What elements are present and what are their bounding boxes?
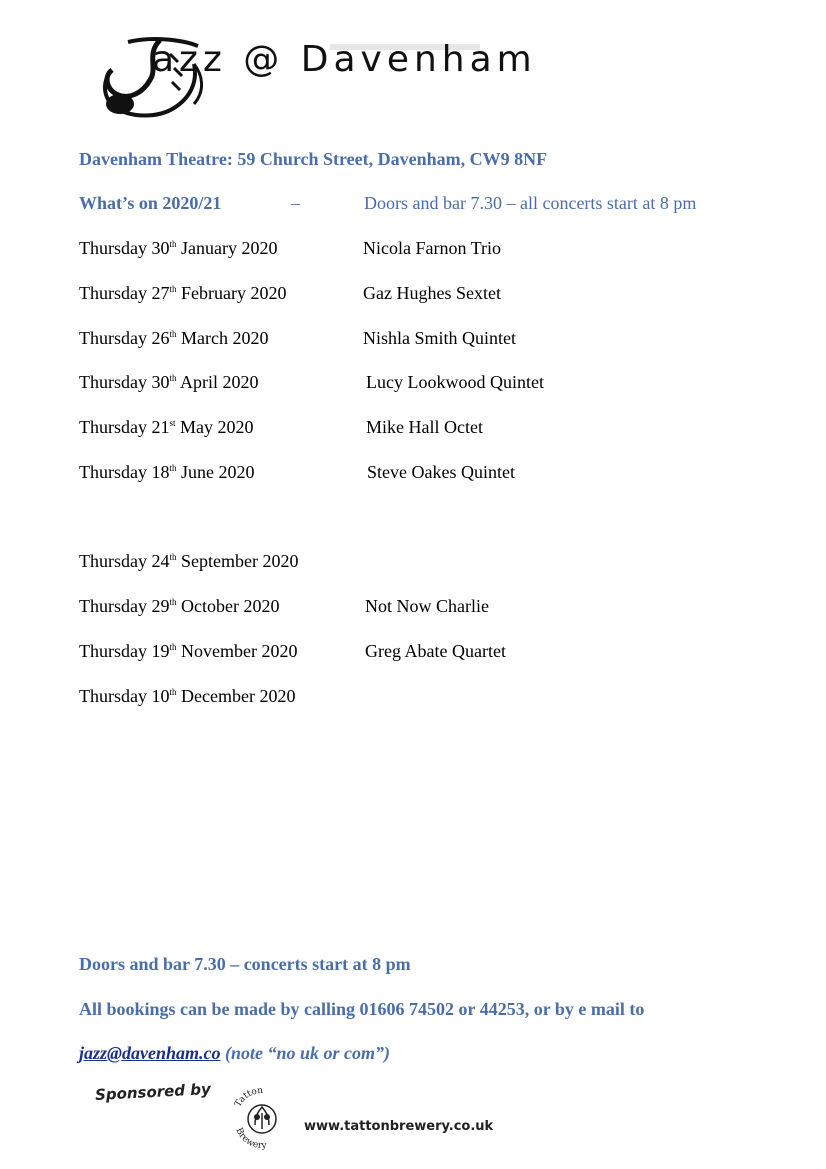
concert-artist: Mike Hall Octet [366,417,483,437]
sponsor-block [95,1079,495,1153]
sponsored-by-label: Sponsored by [94,1079,212,1105]
concert-date: Thursday 24th September 2020 [79,551,299,571]
concert-date: Thursday 21st May 2020 [79,417,254,437]
concert-date: Thursday 30th January 2020 [79,238,278,258]
concert-date: Thursday 26th March 2020 [79,328,269,348]
footer-doors: Doors and bar 7.30 – concerts start at 8 pm [79,954,411,974]
concert-artist: Lucy Lookwood Quintet [366,372,544,392]
concert-date: Thursday 10th December 2020 [79,686,296,706]
venue-address: Davenham Theatre: 59 Church Street, Davenham, CW9 8NF [79,149,548,169]
tatton-brewery-logo-icon [229,1085,295,1151]
whats-on-doors: Doors and bar 7.30 – all concerts start at 8 pm [364,193,697,213]
concert-row [79,283,779,307]
concert-artist: Nishla Smith Quintet [363,328,516,348]
concert-row [79,686,779,710]
concert-row [79,328,779,352]
concert-date: Thursday 18th June 2020 [79,462,255,482]
concert-row [79,641,779,665]
logo-text: azz @ Davenham [152,39,537,80]
concert-row [79,372,779,396]
concert-artist: Greg Abate Quartet [365,641,506,661]
email-note: (note “no uk or com”) [220,1043,390,1063]
concert-row [79,462,779,486]
concert-artist: Steve Oakes Quintet [367,462,515,482]
brewery-mark: Tatton Brewery [229,1085,236,1086]
whats-on-dash: – [291,193,300,213]
concert-artist: Nicola Farnon Trio [363,238,502,258]
concert-date: Thursday 27th February 2020 [79,283,287,303]
footer-email-line [79,1043,390,1064]
concert-artist: Gaz Hughes Sextet [363,283,501,303]
concert-row [79,596,779,620]
brewery-url[interactable]: www.tattonbrewery.co.uk [304,1119,494,1134]
whats-on-label: What’s on 2020/21 [79,193,222,213]
concert-artist: Not Now Charlie [365,596,489,616]
concert-row [79,551,779,575]
concert-date: Thursday 30th April 2020 [79,372,259,392]
svg-text:Brewery: Brewery [233,1126,268,1151]
footer-bookings: All bookings can be made by calling 01606 74502 or 44253, or by e mail to [79,999,645,1019]
concert-row [79,417,779,441]
concert-row [79,238,779,262]
email-link[interactable]: jazz@davenham.co [79,1043,221,1063]
concert-date: Thursday 19th November 2020 [79,641,298,661]
svg-text:Tatton: Tatton [233,1085,264,1109]
concert-date: Thursday 29th October 2020 [79,596,280,616]
